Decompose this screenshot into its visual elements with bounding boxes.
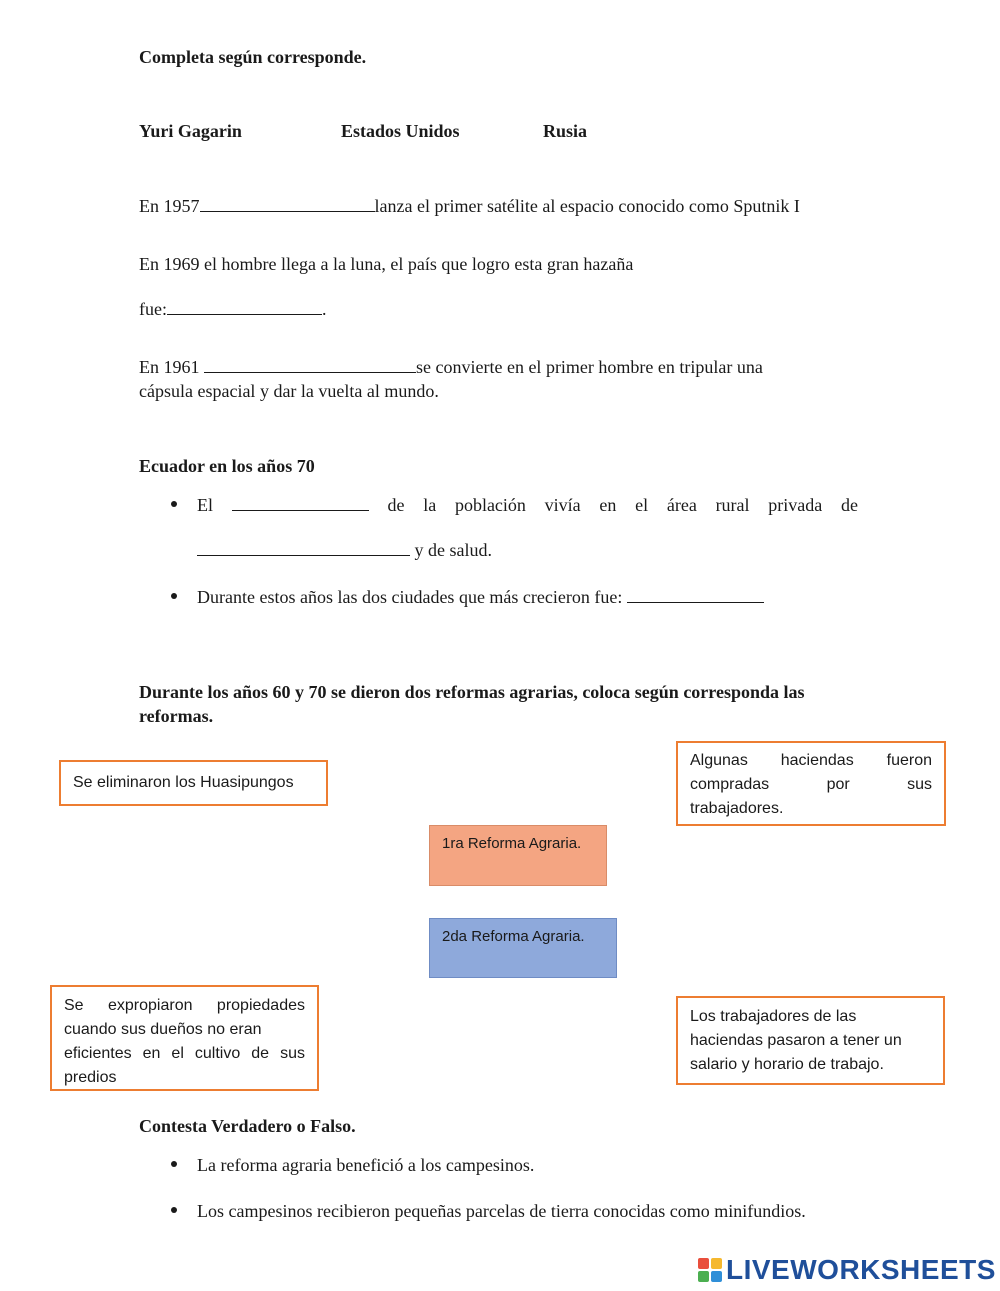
bullet-dot bbox=[171, 1161, 177, 1167]
word: en bbox=[142, 1045, 161, 1062]
word: población bbox=[454, 495, 526, 515]
q1-suffix: lanza el primer satélite al espacio conocido como Sputnik I bbox=[374, 196, 800, 216]
bullet2-text: Durante estos años las dos ciudades que más crecieron fue: bbox=[197, 587, 623, 607]
drag-box-expropiaron[interactable] bbox=[50, 985, 319, 1091]
question-1957 bbox=[139, 194, 800, 218]
bullet-dot bbox=[171, 1207, 177, 1213]
question-1961-line2: cápsula espacial y dar la vuelta al mundo. bbox=[139, 381, 439, 401]
section-title-ecuador: Ecuador en los años 70 bbox=[139, 456, 315, 476]
word: la bbox=[423, 495, 437, 515]
box-line bbox=[64, 1042, 305, 1066]
section-title-reformas-line2: reformas. bbox=[139, 706, 214, 726]
question-1961-line1 bbox=[139, 355, 763, 379]
drag-box-haciendas-compradas[interactable] bbox=[676, 741, 946, 826]
word: área bbox=[666, 495, 697, 515]
word: el bbox=[635, 495, 649, 515]
word: de bbox=[251, 1045, 270, 1062]
word: Algunas bbox=[690, 752, 748, 769]
bullet-dot bbox=[171, 501, 177, 507]
box-line bbox=[690, 749, 932, 773]
section-title-verdadero-falso: Contesta Verdadero o Falso. bbox=[139, 1116, 356, 1136]
option-estados-unidos: Estados Unidos bbox=[341, 121, 460, 141]
drop-target-reforma-2[interactable] bbox=[429, 918, 617, 978]
word: cultivo bbox=[194, 1045, 241, 1062]
word: vivía bbox=[544, 495, 581, 515]
box-text: Se eliminaron los Huasipungos bbox=[73, 774, 294, 791]
question-1969-line2 bbox=[139, 297, 326, 321]
word: propiedades bbox=[216, 997, 305, 1014]
reforma-1-label: 1ra Reforma Agraria. bbox=[442, 835, 582, 852]
word: fueron bbox=[886, 752, 932, 769]
q1-prefix: En 1957 bbox=[139, 196, 200, 216]
word: expropiaron bbox=[108, 997, 193, 1014]
logo-text: LIVEWORKSHEETS bbox=[726, 1254, 996, 1285]
q3-suffix: se convierte en el primer hombre en tripular una bbox=[416, 357, 763, 377]
ecuador-bullet1-line2 bbox=[197, 538, 492, 562]
ecuador-bullet1-line1 bbox=[197, 493, 858, 517]
word: compradas bbox=[690, 776, 770, 793]
box-line: salario y horario de trabajo. bbox=[690, 1056, 884, 1073]
box-line: trabajadores. bbox=[690, 800, 784, 817]
logo-mark-icon bbox=[698, 1258, 722, 1282]
liveworksheets-logo bbox=[698, 1252, 996, 1288]
answer-blank-1957[interactable] bbox=[200, 194, 375, 212]
word: en bbox=[599, 495, 617, 515]
q2-prefix: fue: bbox=[139, 299, 167, 319]
word: rural bbox=[715, 495, 750, 515]
word: Se bbox=[64, 997, 84, 1014]
answer-blank-poblacion[interactable] bbox=[232, 493, 369, 511]
answer-blank-ciudades[interactable] bbox=[627, 585, 764, 603]
section-title-reformas-line1: Durante los años 60 y 70 se dieron dos reformas agrarias, coloca según corresponda las bbox=[139, 682, 805, 702]
box-line: Los trabajadores de las bbox=[690, 1008, 857, 1025]
vf-statement-2: Los campesinos recibieron pequeñas parcelas de tierra conocidas como minifundios. bbox=[197, 1201, 806, 1221]
bullet-dot bbox=[171, 593, 177, 599]
word: por bbox=[826, 776, 850, 793]
box-line bbox=[64, 994, 305, 1018]
drag-box-salario-horario[interactable] bbox=[676, 996, 945, 1085]
vf-statement-1: La reforma agraria benefició a los campesinos. bbox=[197, 1155, 535, 1175]
word: privada bbox=[768, 495, 823, 515]
question-1969-line1: En 1969 el hombre llega a la luna, el país que logro esta gran hazaña bbox=[139, 254, 634, 274]
answer-blank-privada[interactable] bbox=[197, 538, 410, 556]
drop-target-reforma-1[interactable] bbox=[429, 825, 607, 886]
word: haciendas bbox=[780, 752, 854, 769]
option-yuri-gagarin: Yuri Gagarin bbox=[139, 121, 242, 141]
box-line bbox=[690, 773, 932, 797]
answer-blank-1961[interactable] bbox=[204, 355, 416, 373]
bullet1-line2-suffix: y de salud. bbox=[414, 540, 492, 560]
box-line: haciendas pasaron a tener un bbox=[690, 1032, 902, 1049]
word: de bbox=[387, 495, 405, 515]
box-line: cuando sus dueños no eran bbox=[64, 1021, 262, 1038]
ecuador-bullet2 bbox=[197, 585, 764, 609]
drag-box-huasipungos[interactable] bbox=[59, 760, 328, 806]
answer-blank-1969[interactable] bbox=[167, 297, 322, 315]
word: sus bbox=[907, 776, 932, 793]
reforma-2-label: 2da Reforma Agraria. bbox=[442, 928, 585, 945]
box-line: predios bbox=[64, 1069, 117, 1086]
word: eficientes bbox=[64, 1045, 132, 1062]
option-rusia: Rusia bbox=[543, 121, 588, 141]
word: El bbox=[197, 495, 213, 515]
word: sus bbox=[280, 1045, 305, 1062]
word: de bbox=[841, 495, 858, 515]
word: el bbox=[171, 1045, 184, 1062]
q2-suffix: . bbox=[321, 299, 327, 319]
q3-prefix: En 1961 bbox=[139, 357, 200, 377]
section-title-completa: Completa según corresponde. bbox=[139, 47, 367, 67]
